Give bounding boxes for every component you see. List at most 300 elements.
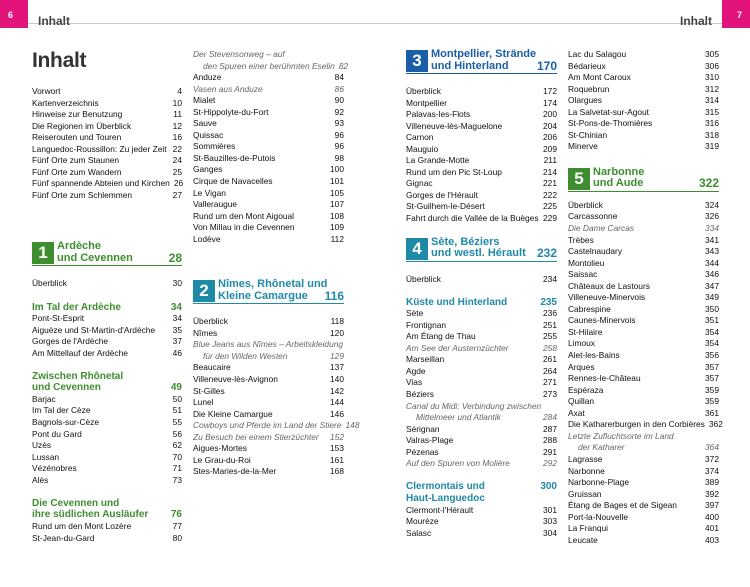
toc-entry[interactable] <box>193 222 344 234</box>
toc-entry-page: 148 <box>345 420 360 431</box>
toc-entry[interactable] <box>32 463 182 475</box>
toc-entry-title: Überblick <box>193 316 228 327</box>
toc-entry-title: Castelnaudary <box>568 246 623 257</box>
toc-entry[interactable] <box>568 292 719 304</box>
toc-entry[interactable] <box>193 386 344 398</box>
toc-entry-title: Sète <box>406 308 424 319</box>
toc-entry-title: Vasen aus Anduze <box>193 83 263 94</box>
toc-entry[interactable] <box>32 155 182 167</box>
toc-entry-title: Lunel <box>193 397 214 408</box>
toc-entry-page: 92 <box>334 106 344 117</box>
toc-list <box>568 49 719 153</box>
toc-entry-title: Gorges de l'Ardèche <box>32 336 109 347</box>
toc-entry-title: Roquebrun <box>568 83 610 94</box>
toc-entry-title: Arques <box>568 361 595 372</box>
toc-entry[interactable] <box>406 190 557 202</box>
toc-entry[interactable] <box>568 258 719 270</box>
toc-entry[interactable] <box>193 107 344 119</box>
toc-entry[interactable] <box>406 201 557 213</box>
toc-entry-page: 350 <box>705 303 719 314</box>
toc-entry[interactable] <box>193 362 344 374</box>
toc-entry[interactable] <box>193 141 344 153</box>
toc-entry-title: Mialet <box>193 95 216 106</box>
toc-entry-title: Le Grau-du-Roi <box>193 454 251 465</box>
toc-entry[interactable] <box>32 109 182 121</box>
toc-entry-title: Salasc <box>406 527 432 538</box>
toc-entry[interactable] <box>406 516 557 528</box>
toc-entry-page: 35 <box>172 324 182 335</box>
toc-entry[interactable] <box>406 435 557 447</box>
section-title-line1: Sète, Béziers <box>431 235 500 248</box>
toc-entry[interactable] <box>568 141 719 153</box>
toc-entry-page: 392 <box>705 488 719 499</box>
toc-entry-page: 137 <box>330 362 344 373</box>
subsection-heading: Küste und Hinterland 235 <box>406 296 557 308</box>
toc-entry-title: Die Dame Carcas <box>568 223 635 234</box>
toc-entry[interactable] <box>406 98 557 110</box>
toc-entry-page: 372 <box>705 453 719 464</box>
toc-entry-title: Sérignan <box>406 423 440 434</box>
toc-entry-page: 258 <box>543 342 557 353</box>
toc-list <box>406 505 557 540</box>
toc-entry-page: 374 <box>705 465 719 476</box>
toc-entry-page: 347 <box>705 280 719 291</box>
toc-entry[interactable] <box>32 325 182 337</box>
toc-entry[interactable] <box>406 121 557 133</box>
toc-entry[interactable] <box>568 512 719 524</box>
toc-entry-page <box>715 431 719 443</box>
toc-entry[interactable] <box>406 167 557 179</box>
toc-entry-title: Trèbes <box>568 234 594 245</box>
toc-entry[interactable] <box>568 454 719 466</box>
toc-entry[interactable]: Überblick 30 <box>32 278 182 289</box>
toc-entry-title: Mourèze <box>406 516 439 527</box>
toc-entry[interactable] <box>193 443 344 455</box>
toc-entry[interactable] <box>568 396 719 408</box>
toc-entry[interactable] <box>568 327 719 339</box>
toc-list <box>32 521 182 544</box>
toc-entry-title: Beaucaire <box>193 362 231 373</box>
toc-entry-page: 96 <box>334 141 344 152</box>
toc-entry-title: Am See der Austernzüchter <box>406 342 509 353</box>
toc-entry[interactable] <box>32 121 182 133</box>
toc-entry-page: 312 <box>705 83 719 94</box>
toc-column-4 <box>568 49 723 546</box>
toc-entry-title: Le Vigan <box>193 187 226 198</box>
toc-entry-title: Carnon <box>406 132 434 143</box>
toc-entry[interactable] <box>568 235 719 247</box>
toc-column-2 <box>193 49 360 478</box>
toc-entry[interactable] <box>193 211 344 223</box>
toc-entry-title: Pont-St-Esprit <box>32 313 85 324</box>
toc-entry-title: La Salvetat-sur-Agout <box>568 106 650 117</box>
toc-entry-title: Vézénobres <box>32 463 77 474</box>
toc-entry[interactable] <box>32 405 182 417</box>
toc-entry-page: 152 <box>330 431 344 442</box>
toc-entry-page: 120 <box>330 327 344 338</box>
toc-entry[interactable] <box>32 313 182 325</box>
toc-entry[interactable] <box>406 213 557 225</box>
section-number-badge: 2 <box>193 280 215 302</box>
toc-entry-title: Sauve <box>193 118 217 129</box>
toc-entry-page: 403 <box>705 534 719 545</box>
section-3-heading <box>406 49 557 72</box>
toc-entry-page: 174 <box>543 97 557 108</box>
toc-entry[interactable] <box>406 320 557 332</box>
toc-column-1 <box>32 86 182 544</box>
toc-entry[interactable] <box>568 431 719 443</box>
toc-entry[interactable] <box>406 144 557 156</box>
section-page: 322 <box>698 176 719 191</box>
toc-entry[interactable] <box>193 153 344 165</box>
toc-entry[interactable] <box>568 315 719 327</box>
toc-entry[interactable] <box>406 109 557 121</box>
toc-entry[interactable] <box>32 98 182 110</box>
toc-entry-title: Im Tal der Cèze <box>32 405 91 416</box>
toc-entry-page: 284 <box>543 412 557 423</box>
toc-entry-title: St-Jean-du-Gard <box>32 532 95 543</box>
toc-entry-title: Châteaux de Lastours <box>568 280 650 291</box>
page-number-right: 7 <box>722 0 750 28</box>
toc-entry-page <box>553 401 557 413</box>
toc-entry[interactable] <box>193 432 344 444</box>
toc-entry-page: 354 <box>705 338 719 349</box>
section-1-heading <box>32 241 182 264</box>
toc-entry-page: 98 <box>334 152 344 163</box>
page-title: Inhalt <box>32 49 87 72</box>
toc-entry-page: 108 <box>330 210 344 221</box>
toc-entry[interactable] <box>568 304 719 316</box>
toc-entry[interactable] <box>568 84 719 96</box>
toc-entry-page: 343 <box>705 246 719 257</box>
section-2-heading <box>193 279 344 302</box>
toc-entry-title: Agde <box>406 365 426 376</box>
toc-entry-page: 334 <box>705 223 719 234</box>
section-title-line1: Ardèche <box>57 240 102 253</box>
toc-entry[interactable] <box>193 199 344 211</box>
toc-entry[interactable] <box>193 130 344 142</box>
toc-entry-title: Sommières <box>193 141 236 152</box>
toc-entry-title: Caunes-Minervois <box>568 315 636 326</box>
toc-entry[interactable] <box>193 84 344 96</box>
toc-entry-page: 161 <box>330 454 344 465</box>
toc-entry[interactable] <box>193 409 344 421</box>
toc-entry-page: 357 <box>705 373 719 384</box>
toc-entry[interactable] <box>32 336 182 348</box>
toc-entry-title: Vias <box>406 377 423 388</box>
toc-entry-page: 96 <box>334 129 344 140</box>
section-number-badge: 3 <box>406 50 428 72</box>
toc-entry[interactable] <box>568 246 719 258</box>
toc-entry[interactable] <box>568 223 719 235</box>
toc-list <box>193 316 360 478</box>
toc-entry[interactable] <box>193 49 344 61</box>
section-title-line2: und Cevennen <box>57 251 133 264</box>
toc-entry[interactable] <box>406 354 557 366</box>
toc-entry[interactable] <box>568 350 719 362</box>
toc-entry-title: Fünf spannende Abteien und Kirchen <box>32 178 170 189</box>
toc-entry-page: 25 <box>172 166 182 177</box>
toc-list <box>32 394 182 486</box>
toc-entry-page: 84 <box>334 72 344 83</box>
toc-entry[interactable] <box>406 155 557 167</box>
toc-entry[interactable] <box>568 200 719 212</box>
toc-entry-title: Die Katharerburgen in den Corbières <box>568 419 705 430</box>
toc-list <box>406 86 557 225</box>
toc-entry[interactable] <box>406 424 557 436</box>
toc-entry[interactable] <box>406 447 557 459</box>
toc-entry-title: Kartenverzeichnis <box>32 97 99 108</box>
toc-entry-page: 271 <box>543 377 557 388</box>
toc-entry-page: 51 <box>172 405 182 416</box>
toc-entry[interactable] <box>568 211 719 223</box>
toc-entry[interactable] <box>193 234 344 246</box>
toc-entry[interactable] <box>568 95 719 107</box>
section-page: 28 <box>168 250 182 265</box>
toc-entry-page: 319 <box>705 141 719 152</box>
section-rule <box>406 73 557 74</box>
toc-entry-title: St-Hilaire <box>568 326 603 337</box>
toc-entry[interactable] <box>568 362 719 374</box>
toc-entry[interactable] <box>32 132 182 144</box>
toc-entry[interactable] <box>568 523 719 535</box>
toc-entry[interactable] <box>568 107 719 119</box>
toc-entry[interactable] <box>568 61 719 73</box>
toc-entry-title: Quillan <box>568 396 595 407</box>
toc-entry[interactable] <box>568 373 719 385</box>
toc-entry-title: Canal du Midi: Verbindung zwischen <box>406 400 542 411</box>
toc-entry[interactable] <box>193 60 349 73</box>
toc-entry[interactable] <box>568 442 719 454</box>
toc-entry[interactable] <box>568 477 719 489</box>
section-page: 170 <box>536 58 557 73</box>
toc-entry-title: Barjac <box>32 393 56 404</box>
toc-entry-page: 229 <box>543 213 557 224</box>
toc-entry-page: 144 <box>330 397 344 408</box>
toc-entry[interactable] <box>32 417 182 429</box>
toc-entry-page: 56 <box>172 428 182 439</box>
toc-entry-page: 221 <box>543 178 557 189</box>
toc-entry-title: Lodève <box>193 233 221 244</box>
toc-entry-page: 34 <box>172 313 182 324</box>
toc-entry[interactable] <box>568 500 719 512</box>
toc-entry-title: Fünf Orte zum Staunen <box>32 155 120 166</box>
toc-entry-title: La Franqui <box>568 523 609 534</box>
toc-entry-page: 209 <box>543 143 557 154</box>
toc-entry-page: 364 <box>705 442 719 453</box>
toc-entry-title: Nîmes <box>193 327 218 338</box>
toc-entry[interactable] <box>32 348 182 360</box>
toc-entry[interactable] <box>193 466 344 478</box>
section-title-line1: Montpellier, Strände <box>431 48 537 60</box>
toc-entry[interactable] <box>32 86 182 98</box>
toc-entry[interactable] <box>32 521 182 533</box>
toc-entry-title: Béziers <box>406 389 434 400</box>
toc-entry[interactable] <box>32 475 182 487</box>
toc-entry[interactable] <box>568 49 719 61</box>
toc-entry[interactable] <box>406 389 557 401</box>
toc-entry[interactable] <box>406 366 557 378</box>
toc-entry-title: Letzte Zufluchtsorte im Land <box>568 430 674 441</box>
toc-entry[interactable] <box>406 528 557 540</box>
toc-entry[interactable] <box>32 178 182 190</box>
section-rule <box>193 303 344 304</box>
toc-entry-page: 341 <box>705 234 719 245</box>
toc-entry-page: 400 <box>705 511 719 522</box>
toc-entry-title: Überblick <box>406 86 441 96</box>
toc-entry[interactable] <box>193 339 344 351</box>
toc-list <box>193 49 349 245</box>
toc-entry-page: 82 <box>338 60 349 71</box>
toc-entry-page: 301 <box>543 504 557 515</box>
toc-entry[interactable] <box>568 72 719 84</box>
toc-entry[interactable] <box>32 440 182 452</box>
toc-entry-title: Am Mittellauf der Ardèche <box>32 347 128 358</box>
toc-entry[interactable] <box>406 458 557 470</box>
toc-entry-page: 401 <box>705 523 719 534</box>
toc-entry-title: Hinweise zur Benutzung <box>32 109 123 120</box>
toc-entry-title: Lac du Salagou <box>568 49 627 59</box>
toc-list <box>32 313 182 359</box>
toc-entry-title: Auf den Spuren von Molière <box>406 458 510 469</box>
section-page: 116 <box>324 288 344 303</box>
toc-entry-title: Anduze <box>193 72 222 83</box>
toc-entry[interactable] <box>193 95 344 107</box>
subsection-heading: Zwischen Rhônetal <box>32 370 124 382</box>
toc-entry-title: der Katharer <box>578 442 625 453</box>
toc-entry[interactable] <box>568 408 719 420</box>
toc-entry-title: Étang de Bages et de Sigean <box>568 500 677 511</box>
toc-entry[interactable] <box>193 351 344 363</box>
toc-entry[interactable] <box>32 429 182 441</box>
toc-entry-title: Quissac <box>193 129 224 140</box>
toc-entry-title: Montpellier <box>406 97 447 108</box>
toc-entry[interactable] <box>406 401 557 413</box>
section-title-line1: Narbonne <box>593 165 645 178</box>
toc-entry[interactable] <box>406 377 557 389</box>
toc-entry[interactable] <box>568 269 719 281</box>
toc-entry[interactable] <box>406 505 557 517</box>
toc-entry[interactable] <box>406 308 557 320</box>
right-page <box>375 0 750 587</box>
toc-entry-title: Narbonne <box>568 465 605 476</box>
toc-entry[interactable] <box>193 420 360 432</box>
toc-entry[interactable] <box>193 72 344 84</box>
toc-entry-title: Überblick <box>568 199 603 210</box>
toc-entry-title: Reiserouten und Touren <box>32 132 122 143</box>
toc-entry-title: Mauguio <box>406 143 439 154</box>
toc-entry-title: Ganges <box>193 164 223 175</box>
toc-entry-page: 303 <box>543 516 557 527</box>
toc-entry-page: 200 <box>543 109 557 120</box>
toc-entry[interactable] <box>568 535 719 547</box>
toc-entry-title: St-Bauzilles-de-Putois <box>193 152 276 163</box>
toc-entry[interactable] <box>32 394 182 406</box>
toc-entry-page: 288 <box>543 435 557 446</box>
toc-entry[interactable] <box>568 130 719 142</box>
toc-entry-title: Uzès <box>32 440 52 451</box>
toc-entry[interactable] <box>406 343 557 355</box>
subsection-heading: ihre südlichen Ausläufer 76 <box>32 509 182 521</box>
toc-entry[interactable] <box>568 419 723 431</box>
toc-entry[interactable] <box>32 533 182 545</box>
toc-entry-title: Die Regionen im Überblick <box>32 120 132 131</box>
toc-entry-page: 46 <box>172 347 182 358</box>
toc-entry[interactable] <box>32 167 182 179</box>
toc-entry-page: 255 <box>543 331 557 342</box>
toc-entry-title: Am Mont Caroux <box>568 72 631 83</box>
toc-entry-page: 361 <box>705 407 719 418</box>
section-title-line2: und Aude <box>593 177 644 190</box>
toc-entry[interactable] <box>568 281 719 293</box>
toc-entry[interactable] <box>406 412 557 424</box>
toc-entry-title: Lussan <box>32 451 60 462</box>
toc-entry-title: Marseillan <box>406 354 445 365</box>
toc-entry-title: Palavas-les-Flots <box>406 109 471 120</box>
toc-entry-title: La Grande-Motte <box>406 155 470 166</box>
toc-entry[interactable] <box>406 86 557 98</box>
toc-entry-page: 10 <box>172 97 182 108</box>
toc-entry[interactable] <box>406 178 557 190</box>
toc-entry[interactable] <box>193 164 344 176</box>
toc-entry-title: Aigues-Mortes <box>193 443 247 454</box>
toc-entry-page: 305 <box>705 49 719 59</box>
toc-entry[interactable] <box>32 144 182 156</box>
toc-entry[interactable] <box>568 118 719 130</box>
toc-entry-title: Aiguèze und St-Martin-d'Ardèche <box>32 324 156 335</box>
toc-entry-page: 236 <box>543 308 557 319</box>
toc-entry[interactable] <box>568 466 719 478</box>
toc-entry-page: 310 <box>705 72 719 83</box>
toc-entry-page: 315 <box>705 106 719 117</box>
toc-entry-page: 100 <box>330 164 344 175</box>
toc-entry-title: Die Kleine Camargue <box>193 408 273 419</box>
toc-entry[interactable] <box>406 132 557 144</box>
toc-entry[interactable] <box>32 452 182 464</box>
toc-entry-title: Blue Jeans aus Nîmes – Arbeitskleidung <box>193 339 344 350</box>
toc-entry-page: 107 <box>330 199 344 210</box>
toc-entry[interactable] <box>193 188 344 200</box>
toc-entry[interactable] <box>568 489 719 501</box>
toc-entry-page: 77 <box>172 520 182 531</box>
toc-entry-title: Fünf Orte zum Wandern <box>32 166 122 177</box>
toc-entry[interactable] <box>193 397 344 409</box>
toc-entry-title: St-Guilhem-le-Désert <box>406 201 485 212</box>
toc-entry[interactable] <box>193 374 344 386</box>
toc-entry[interactable]: Überblick 234 <box>406 273 557 284</box>
toc-entry-page: 16 <box>172 132 182 143</box>
toc-entry[interactable] <box>406 331 557 343</box>
toc-entry-page: 55 <box>172 417 182 428</box>
toc-entry[interactable] <box>193 118 344 130</box>
page-number-left: 6 <box>0 0 28 28</box>
toc-entry-title: Zu Besuch bei einem Stierzüchter <box>193 431 319 442</box>
toc-entry-title: Bédarieux <box>568 60 606 71</box>
running-header-left: Inhalt <box>38 14 70 28</box>
toc-entry-page: 318 <box>705 129 719 140</box>
subsection-heading: Clermontais und 300 <box>406 481 557 493</box>
section-rule <box>568 191 719 192</box>
toc-entry[interactable] <box>568 385 719 397</box>
toc-entry[interactable] <box>193 316 344 328</box>
toc-entry[interactable] <box>32 190 182 202</box>
toc-entry[interactable] <box>193 328 344 340</box>
toc-entry-page: 129 <box>330 350 344 361</box>
toc-entry[interactable] <box>193 455 344 467</box>
section-title-line2: und Hinterland <box>431 59 509 72</box>
toc-entry[interactable] <box>568 338 719 350</box>
toc-entry[interactable] <box>193 176 344 188</box>
